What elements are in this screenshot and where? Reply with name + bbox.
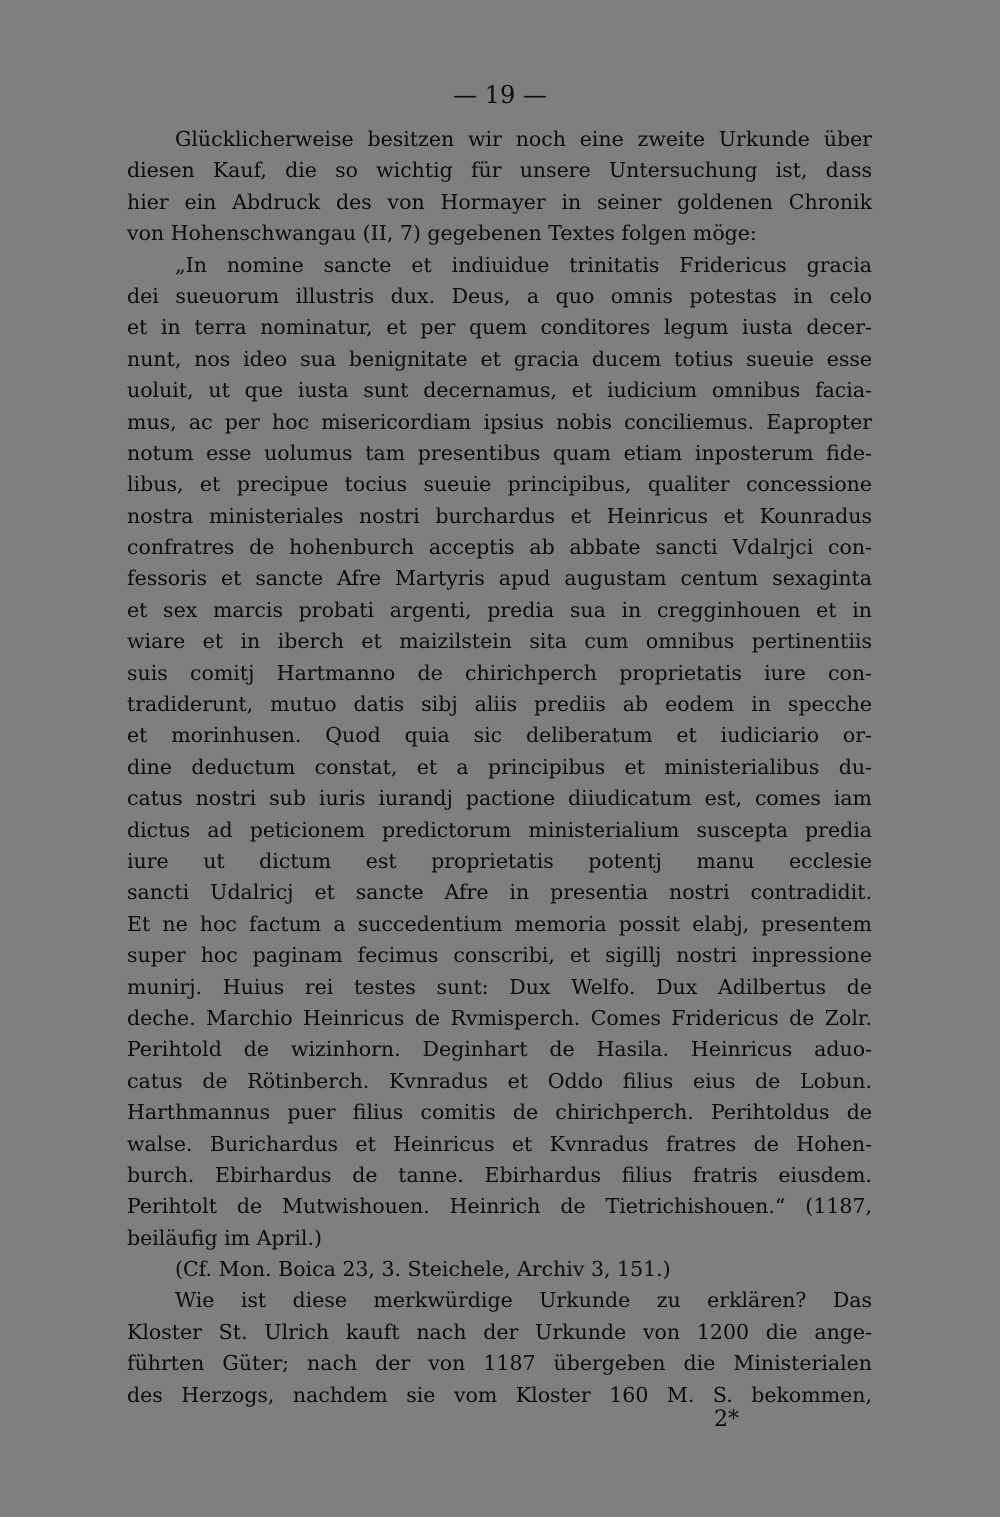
- text-line: dine deductum constat, et a principibus et ministerialibus du-: [127, 754, 872, 779]
- text-line: des Herzogs, nachdem sie vom Kloster 160 M. S. bekommen,: [127, 1382, 872, 1407]
- text-line: nostra ministeriales nostri burchardus et Heinricus et Kounradus: [127, 503, 872, 528]
- text-line: iure ut dictum est proprietatis potentj manu ecclesie: [127, 848, 872, 873]
- text-line: et morinhusen. Quod quia sic deliberatum et iudiciario or-: [127, 723, 872, 748]
- text-line: Wie ist diese merkwürdige Urkunde zu erklären? Das: [175, 1288, 872, 1313]
- text-line: munirj. Huius rei testes sunt: Dux Welfo. Dux Adilbertus de: [127, 974, 872, 999]
- text-line: Et ne hoc factum a succedentium memoria possit elabj, presentem: [127, 911, 872, 936]
- text-line: et sex marcis probati argenti, predia sua in cregginhouen et in: [127, 597, 872, 622]
- text-line: (Cf. Mon. Boica 23, 3. Steichele, Archiv 3, 151.): [175, 1257, 671, 1282]
- text-line: fessoris et sancte Afre Martyris apud augustam centum sexaginta: [127, 566, 872, 591]
- text-line: libus, et precipue tocius sueuie principibus, qualiter concessione: [127, 472, 872, 497]
- text-line: von Hohenschwangau (II, 7) gegebenen Textes folgen möge:: [127, 221, 757, 246]
- text-line: uoluit, ut que iusta sunt decernamus, et iudicium omnibus facia-: [127, 378, 872, 403]
- text-line: et in terra nominatur, et per quem conditores legum iusta decer-: [127, 315, 872, 340]
- text-line: diesen Kauf, die so wichtig für unsere Untersuchung ist, dass: [127, 158, 872, 183]
- text-line: sancti Udalricj et sancte Afre in presentia nostri contradidit.: [127, 880, 872, 905]
- text-line: mus, ac per hoc misericordiam ipsius nobis conciliemus. Eapropter: [127, 409, 872, 434]
- text-line: dictus ad peticionem predictorum ministerialium suscepta predia: [127, 817, 872, 842]
- text-line: Harthmannus puer filius comitis de chirichperch. Perihtoldus de: [127, 1100, 872, 1125]
- page-number-header: — 19 —: [453, 81, 547, 109]
- text-line: wiare et in iberch et maizilstein sita cum omnibus pertinentiis: [127, 629, 872, 654]
- text-line: beiläufig im April.): [127, 1225, 322, 1250]
- text-line: Perihtolt de Mutwishouen. Heinrich de Tietrichishouen.“ (1187,: [127, 1194, 872, 1219]
- text-line: confratres de hohenburch acceptis ab abbate sancti Vdalrjci con-: [127, 535, 872, 560]
- text-line: walse. Burichardus et Heinricus et Kvnradus fratres de Hohen-: [127, 1131, 872, 1156]
- text-line: burch. Ebirhardus de tanne. Ebirhardus filius fratris eiusdem.: [127, 1162, 872, 1187]
- text-line: Glücklicherweise besitzen wir noch eine zweite Urkunde über: [175, 127, 872, 151]
- text-line: super hoc paginam fecimus conscribi, et sigillj nostri inpressione: [127, 943, 872, 968]
- text-line: Kloster St. Ulrich kauft nach der Urkunde von 1200 die ange-: [127, 1319, 872, 1344]
- body-text: [127, 124, 872, 1411]
- text-line: deche. Marchio Heinricus de Rvmisperch. Comes Fridericus de Zolr.: [127, 1005, 872, 1030]
- text-line: „In nomine sancte et indiuidue trinitatis Fridericus gracia: [175, 252, 872, 277]
- text-line: dei sueuorum illustris dux. Deus, a quo omnis potestas in celo: [127, 283, 872, 308]
- text-line: catus nostri sub iuris iurandj pactione diiudicatum est, comes iam: [127, 786, 872, 811]
- text-line: notum esse uolumus tam presentibus quam etiam inposterum fide-: [127, 440, 872, 465]
- text-line: tradiderunt, mutuo datis sibj aliis prediis ab eodem in specche: [127, 692, 872, 717]
- text-line: nunt, nos ideo sua benignitate et gracia ducem totius sueuie esse: [127, 346, 872, 371]
- text-line: führten Güter; nach der von 1187 übergeben die Ministerialen: [127, 1351, 872, 1376]
- text-line: Perihtold de wizinhorn. Deginhart de Hasila. Heinricus aduo-: [127, 1037, 872, 1062]
- text-line: catus de Rötinberch. Kvnradus et Oddo filius eius de Lobun.: [127, 1068, 872, 1093]
- text-line: hier ein Abdruck des von Hormayer in seiner goldenen Chronik: [127, 189, 872, 214]
- signature-mark: 2*: [714, 1407, 739, 1432]
- text-line: suis comitj Hartmanno de chirichperch proprietatis iure con-: [127, 660, 872, 685]
